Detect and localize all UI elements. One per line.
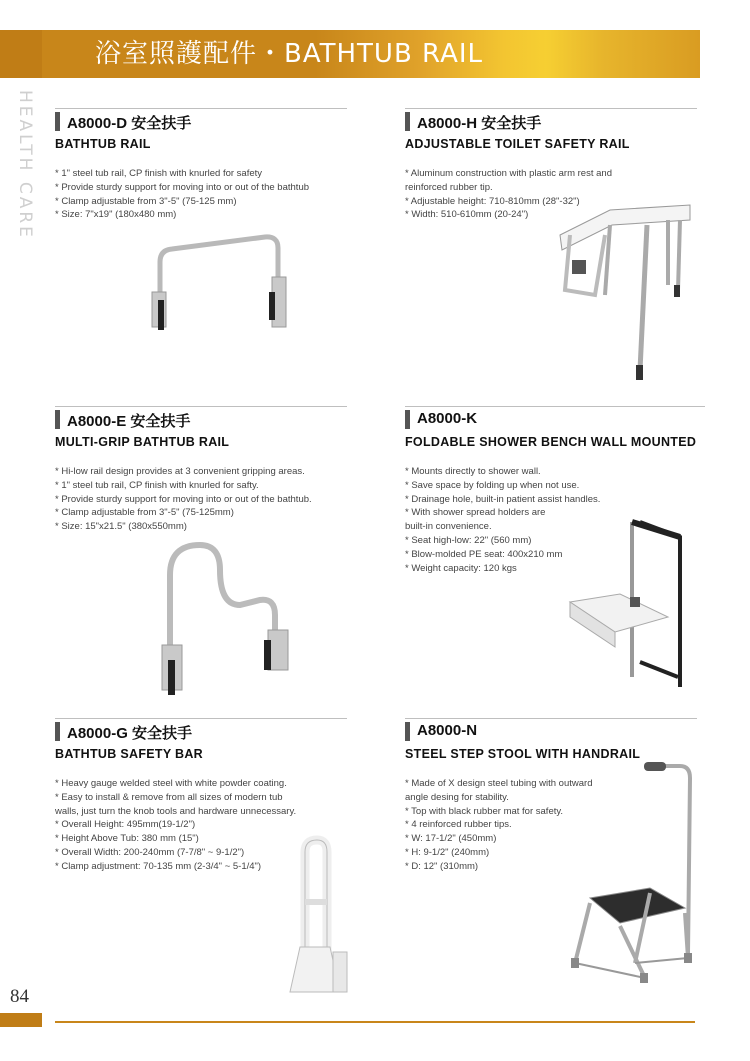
product-name: BATHTUB RAIL bbox=[55, 137, 151, 151]
spec-line: * Heavy gauge welded steel with white powder coating. bbox=[55, 778, 287, 789]
product-header bbox=[405, 108, 697, 131]
product-specs bbox=[55, 167, 347, 222]
section-marker bbox=[405, 410, 410, 429]
spec-line: * 4 reinforced rubber tips. bbox=[405, 819, 512, 831]
footer-rule bbox=[55, 1021, 695, 1023]
spec-line: * Made of X design steel tubing with outward bbox=[405, 778, 593, 789]
product-code: A8000-N bbox=[417, 722, 478, 739]
product-code: A8000-E 安全扶手 bbox=[67, 413, 191, 430]
spec-line: * Provide sturdy support for moving into or out of the bathtub. bbox=[55, 493, 312, 505]
product-name: FOLDABLE SHOWER BENCH WALL MOUNTED bbox=[405, 435, 697, 449]
spec-line: * Drainage hole, built-in patient assist handles. bbox=[405, 493, 601, 505]
product-a8000-d bbox=[55, 108, 347, 222]
spec-line: * Clamp adjustable from 3"-5" (75-125mm) bbox=[55, 507, 234, 519]
spec-line: * Seat high-low: 22" (560 mm) bbox=[405, 534, 532, 546]
shower-bench-image bbox=[560, 512, 690, 692]
spec-line: * Save space by folding up when not use. bbox=[405, 479, 580, 491]
spec-line: * Top with black rubber mat for safety. bbox=[405, 805, 564, 817]
spec-line: * Size: 15"x21.5" (380x550mm) bbox=[55, 521, 187, 533]
product-name: ADJUSTABLE TOILET SAFETY RAIL bbox=[405, 137, 630, 151]
product-header bbox=[405, 406, 705, 429]
footer-accent-block bbox=[0, 1013, 42, 1027]
section-marker bbox=[55, 410, 60, 429]
spec-line: * Blow-molded PE seat: 400x210 mm bbox=[405, 548, 563, 560]
product-code: A8000-K bbox=[417, 410, 478, 427]
product-code: A8000-G 安全扶手 bbox=[67, 725, 193, 742]
spec-line: * 1" steel tub rail, CP finish with knurled for safety bbox=[55, 168, 263, 179]
step-stool-image bbox=[560, 758, 710, 988]
multi-grip-rail-image bbox=[150, 520, 300, 705]
product-header bbox=[55, 718, 347, 741]
spec-line: * Easy to install & remove from all sizes of modern tub bbox=[55, 791, 283, 803]
spec-line: * Aluminum construction with plastic arm rest and bbox=[405, 168, 612, 179]
product-name: BATHTUB SAFETY BAR bbox=[55, 747, 203, 761]
spec-line: * Clamp adjustable from 3"-5" (75-125 mm) bbox=[55, 195, 237, 207]
product-code: A8000-D 安全扶手 bbox=[67, 115, 192, 132]
spec-line: * Provide sturdy support for moving into or out of the bathtub bbox=[55, 181, 310, 193]
product-header bbox=[55, 406, 347, 429]
spec-line: * D: 12" (310mm) bbox=[405, 860, 479, 872]
spec-line: * Overall Height: 495mm(19-1/2") bbox=[55, 819, 196, 831]
spec-line: * Width: 510-610mm (20-24") bbox=[405, 209, 529, 221]
spec-line: walls, just turn the knob tools and hardware unnecessary. bbox=[55, 805, 297, 817]
spec-line: * Size: 7"x19" (180x480 mm) bbox=[55, 209, 177, 221]
product-name: STEEL STEP STOOL WITH HANDRAIL bbox=[405, 747, 641, 761]
spec-line: * Weight capacity: 120 kgs bbox=[405, 562, 517, 574]
spec-line: * 1" steel tub rail, CP finish with knurled for safty. bbox=[55, 479, 259, 491]
spec-line: * With shower spread holders are bbox=[405, 507, 546, 519]
product-header bbox=[405, 718, 697, 741]
spec-line: angle desing for stability. bbox=[405, 791, 509, 803]
spec-line: * Height Above Tub: 380 mm (15") bbox=[55, 833, 199, 845]
spec-line: * H: 9-1/2" (240mm) bbox=[405, 846, 490, 858]
side-label-text: HEALTH CARE bbox=[15, 90, 35, 240]
spec-line: * Mounts directly to shower wall. bbox=[405, 466, 541, 477]
section-marker bbox=[405, 112, 410, 131]
bathtub-rail-image bbox=[140, 222, 300, 337]
spec-line: built-in convenience. bbox=[405, 521, 492, 533]
page-number: 84 bbox=[10, 986, 29, 1007]
toilet-safety-rail-image bbox=[550, 195, 700, 390]
spec-line: * W: 17-1/2" (450mm) bbox=[405, 833, 497, 845]
section-marker bbox=[55, 722, 60, 741]
spec-line: reinforced rubber tip. bbox=[405, 181, 493, 193]
page-title: 浴室照護配件・BATHTUB RAIL bbox=[95, 39, 484, 69]
header-accent-block bbox=[0, 30, 42, 78]
side-category-label bbox=[6, 90, 36, 265]
product-a8000-e bbox=[55, 406, 347, 534]
spec-line: * Adjustable height: 710-810mm (28"-32") bbox=[405, 195, 580, 207]
section-marker bbox=[405, 722, 410, 741]
product-code: A8000-H 安全扶手 bbox=[417, 115, 542, 132]
spec-line: * Clamp adjustment: 70-135 mm (2-3/4" ~ 5-1/4") bbox=[55, 860, 262, 872]
bathtub-safety-bar-image bbox=[285, 832, 360, 997]
spec-line: * Overall Width: 200-240mm (7-7/8" ~ 9-1/2") bbox=[55, 846, 245, 858]
spec-line: * Hi-low rail design provides at 3 convenient gripping areas. bbox=[55, 466, 305, 477]
section-marker bbox=[55, 112, 60, 131]
product-header bbox=[55, 108, 347, 131]
product-name: MULTI-GRIP BATHTUB RAIL bbox=[55, 435, 230, 449]
